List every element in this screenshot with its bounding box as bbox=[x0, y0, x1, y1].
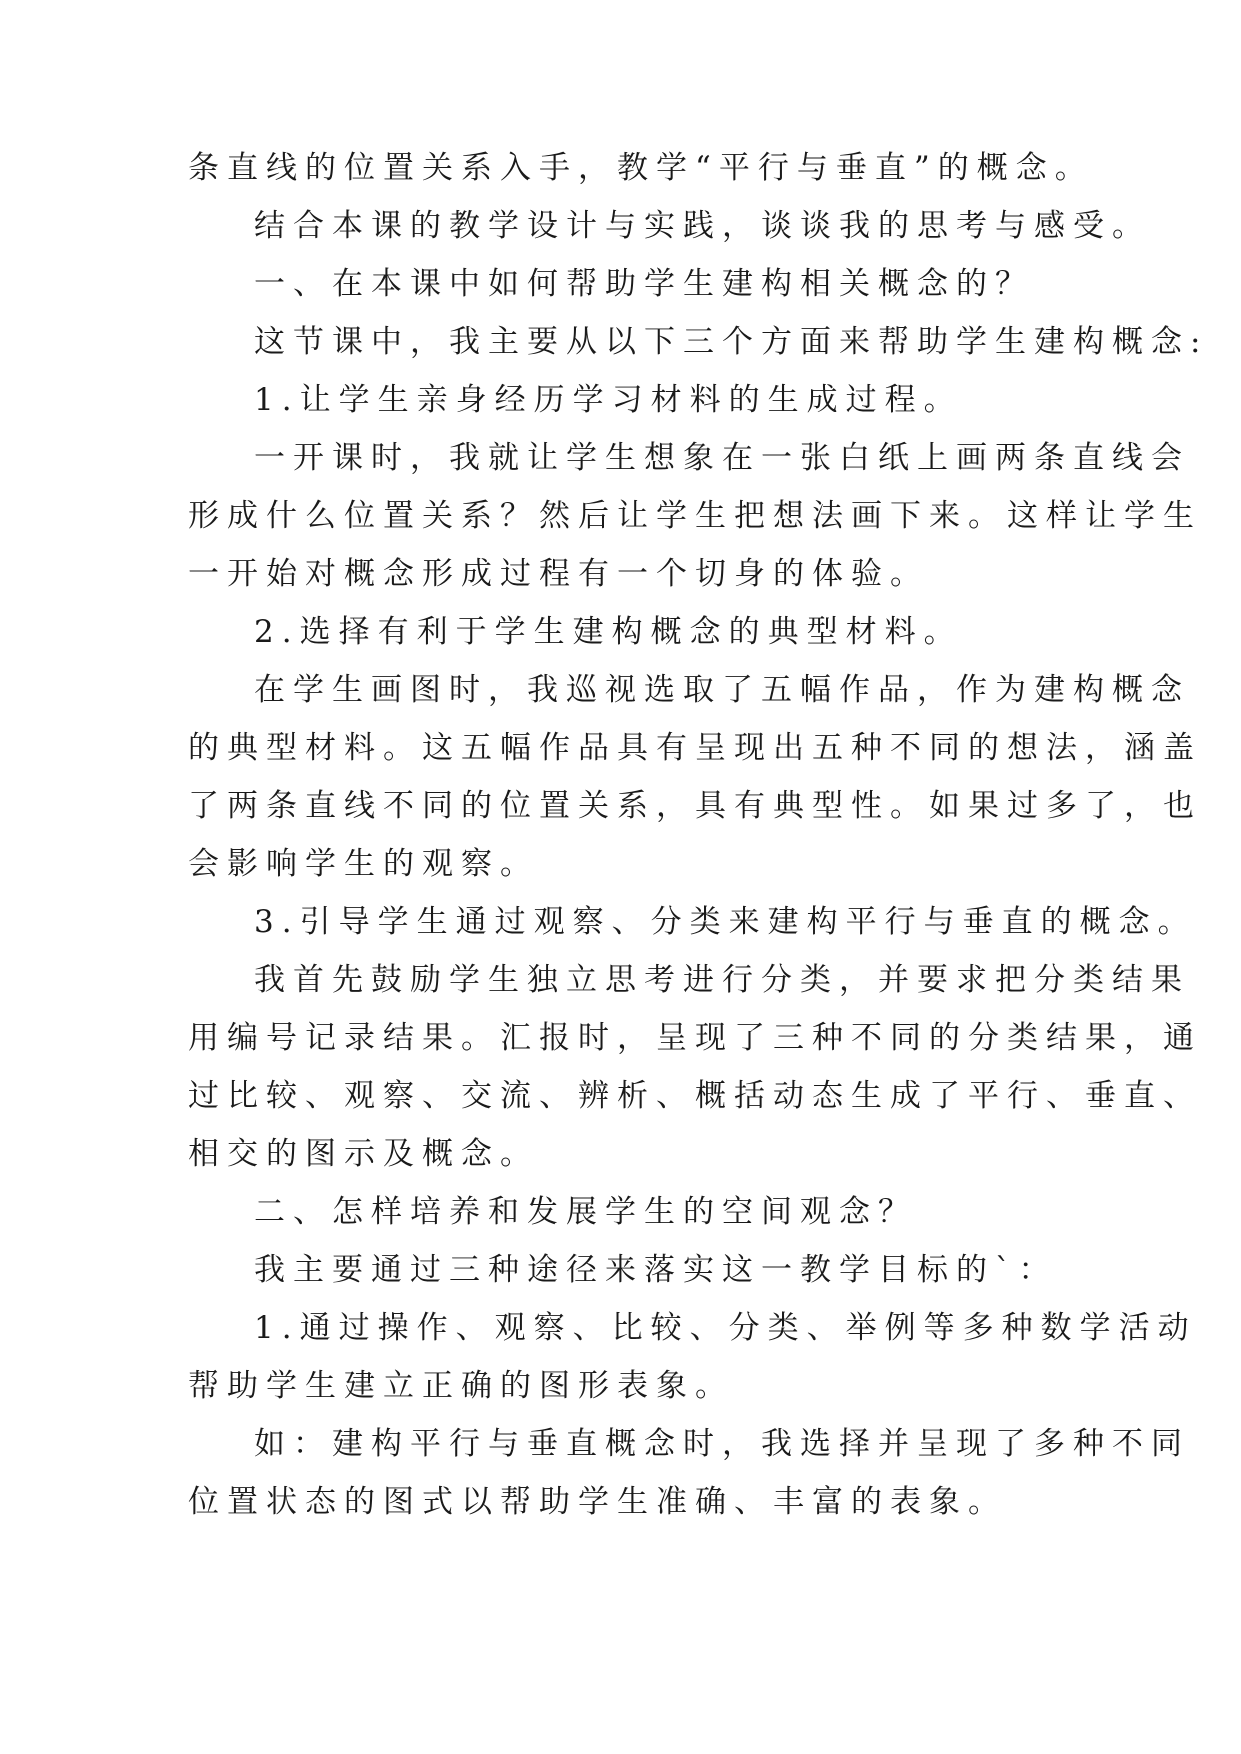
text-line: 这节课中，我主要从以下三个方面来帮助学生建构概念: bbox=[254, 324, 1209, 360]
text-line: 位置状态的图式以帮助学生准确、丰富的表象。 bbox=[188, 1484, 1007, 1520]
text-line: 过比较、观察、交流、辨析、概括动态生成了平行、垂直、 bbox=[188, 1078, 1202, 1114]
text-line: 在学生画图时，我巡视选取了五幅作品，作为建构概念 bbox=[254, 672, 1190, 708]
text-line: 如：建构平行与垂直概念时，我选择并呈现了多种不同 bbox=[254, 1426, 1190, 1462]
text-line: 的典型材料。这五幅作品具有呈现出五种不同的想法，涵盖 bbox=[188, 730, 1202, 766]
text-line: 我主要通过三种途径来落实这一教学目标的`： bbox=[254, 1252, 1058, 1288]
section-heading: 二、怎样培养和发展学生的空间观念？ bbox=[254, 1194, 917, 1230]
text-line: 形成什么位置关系？然后让学生把想法画下来。这样让学生 bbox=[188, 498, 1202, 534]
section-heading: 一、在本课中如何帮助学生建构相关概念的？ bbox=[254, 266, 1034, 302]
text-line: 相交的图示及概念。 bbox=[188, 1136, 539, 1172]
text-line: 我首先鼓励学生独立思考进行分类，并要求把分类结果 bbox=[254, 962, 1190, 998]
text-line: 帮助学生建立正确的图形表象。 bbox=[188, 1368, 734, 1404]
text-line: 结合本课的教学设计与实践，谈谈我的思考与感受。 bbox=[254, 208, 1151, 244]
text-line: 了两条直线不同的位置关系，具有典型性。如果过多了，也 bbox=[188, 788, 1202, 824]
text-line: 一开始对概念形成过程有一个切身的体验。 bbox=[188, 556, 929, 592]
list-item-heading: 2.选择有利于学生建构概念的典型材料。 bbox=[254, 614, 963, 650]
text-line: 一开课时，我就让学生想象在一张白纸上画两条直线会 bbox=[254, 440, 1190, 476]
text-line: 条直线的位置关系入手，教学“平行与垂直”的概念。 bbox=[188, 150, 1094, 186]
text-line: 用编号记录结果。汇报时，呈现了三种不同的分类结果，通 bbox=[188, 1020, 1202, 1056]
list-item-heading: 1.通过操作、观察、比较、分类、举例等多种数学活动 bbox=[254, 1310, 1197, 1346]
list-item-heading: 3.引导学生通过观察、分类来建构平行与垂直的概念。 bbox=[254, 904, 1197, 940]
text-line: 会影响学生的观察。 bbox=[188, 846, 539, 882]
list-item-heading: 1.让学生亲身经历学习材料的生成过程。 bbox=[254, 382, 963, 418]
